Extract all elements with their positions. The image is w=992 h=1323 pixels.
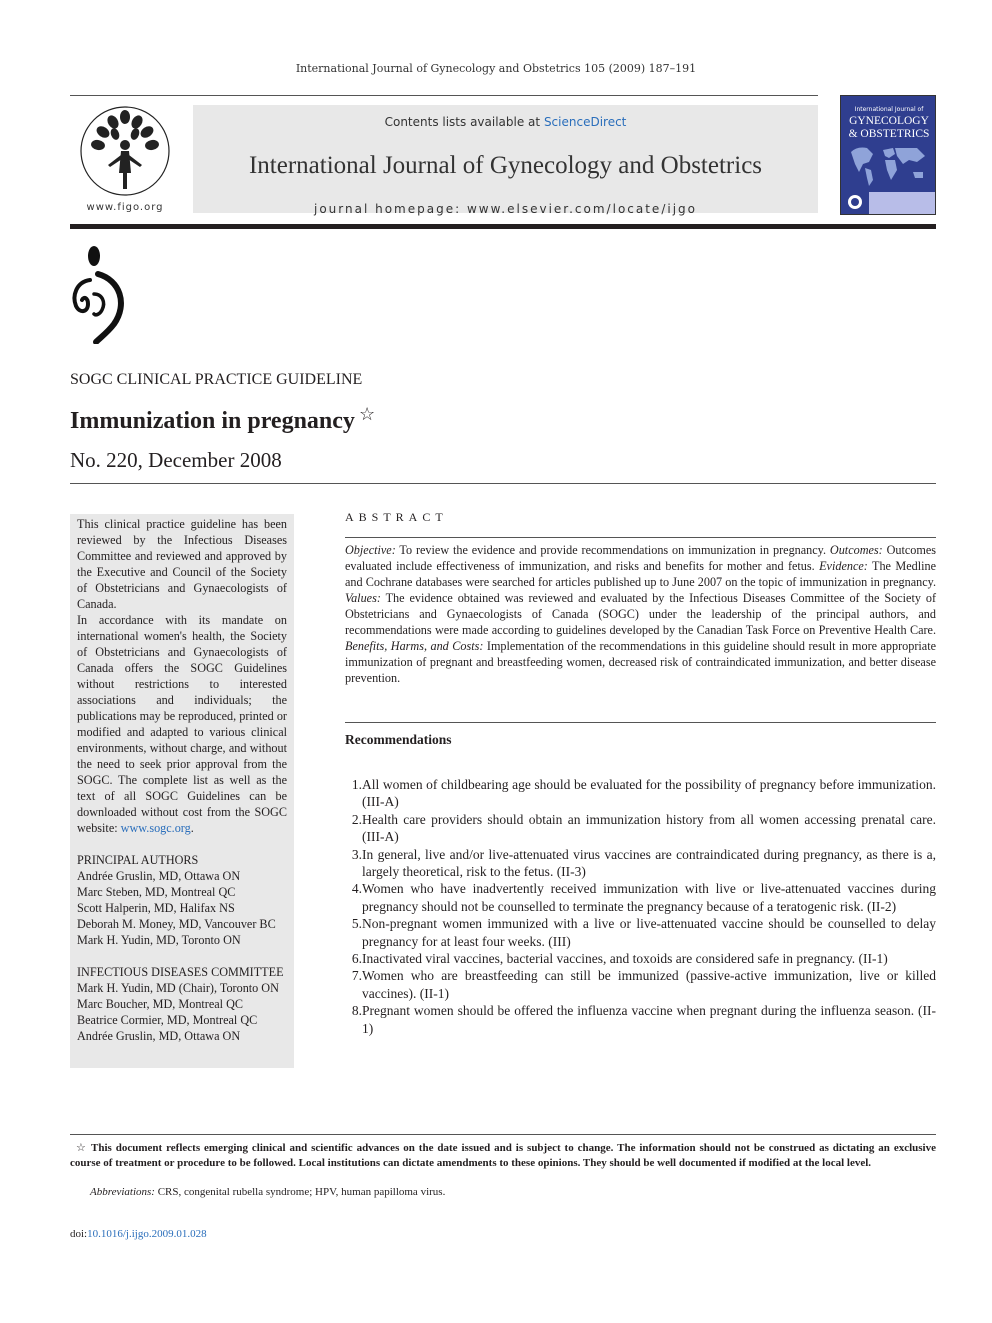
committee-heading: INFECTIOUS DISEASES COMMITTEE <box>77 965 284 979</box>
abstract-evidence-label: Evidence: <box>819 559 868 573</box>
doi-line <box>70 1228 207 1240</box>
sogc-website-link[interactable]: www.sogc.org <box>120 821 191 835</box>
author-item: Deborah M. Money, MD, Vancouver BC <box>77 917 276 931</box>
authors-list <box>77 868 287 948</box>
title-rule <box>70 483 936 484</box>
abbreviations <box>90 1186 445 1198</box>
recommendation-text: Non-pregnant women immunized with a live or live-attenuated vaccine should be counselled to delay pregnancy for at least four weeks. (III) <box>362 916 936 949</box>
journal-cover <box>840 95 936 215</box>
committee-item: Mark H. Yudin, MD (Chair), Toronto ON <box>77 981 279 995</box>
abstract-values: The evidence obtained was reviewed and evaluated by the Infectious Diseases Committee of the Society of Obstetricians and Gynaecologists of Canada (SOGC) under the leadership of the principal authors, and recommendations were made according to guidelines developed by the Canadian Task Force on Preventive Health Care. <box>345 591 936 637</box>
recommendation-item <box>345 915 936 950</box>
figo-url: www.figo.org <box>86 202 164 213</box>
journal-masthead <box>70 95 936 215</box>
guideline-series-label: SOGC CLINICAL PRACTICE GUIDELINE <box>70 371 363 388</box>
sidebar-para-review: This clinical practice guideline has been reviewed by the Infectious Diseases Committee and reviewed and approved by the Executive and Council of the Society of Obstetricians and Gynaecologists of Canada. <box>77 517 287 611</box>
recommendation-text: All women of childbearing age should be evaluated for the possibility of pregnancy before immunization. (III-A) <box>362 777 936 810</box>
recommendation-text: Women who have inadvertently received immunization with live or live-attenuated vaccines during pregnancy should not be counselled to terminate the pregnancy because of a teratogenic risk. (II-2) <box>362 881 936 914</box>
recommendation-text: Inactivated viral vaccines, bacterial vaccines, and toxoids are considered safe in pregnancy. (II-1) <box>362 951 888 967</box>
journal-title: International Journal of Gynecology and Obstetrics <box>248 152 763 179</box>
author-item: Andrée Gruslin, MD, Ottawa ON <box>77 869 241 883</box>
title-footnote-star-icon[interactable]: ☆ <box>358 404 376 424</box>
author-item: Scott Halperin, MD, Halifax NS <box>77 901 235 915</box>
recommendation-number: 4. <box>351 881 362 897</box>
abstract-values-label: Values: <box>345 591 381 605</box>
recommendation-item <box>345 1002 936 1037</box>
committee-item: Andrée Gruslin, MD, Ottawa ON <box>77 1029 241 1043</box>
header-thick-rule <box>70 224 936 229</box>
recommendation-item <box>345 846 936 881</box>
recommendation-number: 6. <box>351 951 362 967</box>
abstract-rule <box>345 537 936 538</box>
sidebar-mandate-end: . <box>190 821 194 835</box>
abstract-objective-label: Objective: <box>345 543 396 557</box>
abstract-objective: To review the evidence and provide recommendations on immunization in pregnancy. <box>395 543 830 557</box>
abstract-label: ABSTRACT <box>345 510 448 524</box>
recommendation-text: Pregnant women should be offered the influenza vaccine when pregnant during the influenza season. (II-1) <box>362 1003 936 1036</box>
doi-link[interactable]: 10.1016/j.ijgo.2009.01.028 <box>87 1228 207 1240</box>
doi-prefix: doi: <box>70 1228 88 1240</box>
recommendation-item <box>345 811 936 846</box>
article-title-text: Immunization in pregnancy <box>70 408 355 434</box>
sidebar-para-mandate <box>77 612 287 836</box>
recommendation-number: 5. <box>351 916 362 932</box>
recommendation-number: 3. <box>351 846 362 862</box>
figo-logo-icon <box>70 103 180 215</box>
cover-emblem-icon <box>847 194 863 210</box>
recommendation-item <box>345 967 936 1002</box>
footnote-star-icon: ☆ <box>76 1142 88 1154</box>
footnote-text: This document reflects emerging clinical and scientific advances on the date issued and is subject to change. The information should not be construed as dictating an exclusive course of treatment or procedure to be followed. Local institutions can dictate amendments to these opinions. They should be well documented if modified at the local level. <box>70 1142 936 1169</box>
recommendations-rule <box>345 722 936 723</box>
abbreviations-label: Abbreviations: <box>90 1186 155 1198</box>
footnote-rule <box>70 1134 936 1135</box>
recommendation-text: Health care providers should obtain an immunization history from all women accessing prenatal care. (III-A) <box>362 811 936 845</box>
cover-title-line2: & OBSTETRICS <box>848 128 930 140</box>
author-item: Mark H. Yudin, MD, Toronto ON <box>77 933 241 947</box>
article-title <box>70 404 375 435</box>
recommendation-item <box>345 776 936 811</box>
abstract-benefits-label: Benefits, Harms, and Costs: <box>345 639 484 653</box>
recommendation-number: 2. <box>351 811 362 827</box>
cover-small-text: International Journal of <box>854 106 924 113</box>
abstract-evidence: The Medline and Cochrane databases were searched for articles published up to June 2007 on the topic of immunization in pregnancy. <box>345 559 936 589</box>
cover-title <box>843 115 935 141</box>
author-item: Marc Steben, MD, Montreal QC <box>77 885 236 899</box>
abstract-outcomes-label: Outcomes: <box>829 543 883 557</box>
recommendation-number: 1. <box>351 777 362 792</box>
issue-line: No. 220, December 2008 <box>70 448 282 472</box>
recommendation-number: 7. <box>351 968 362 984</box>
journal-homepage-link[interactable]: journal homepage: www.elsevier.com/locate/ijgo <box>314 202 697 216</box>
contents-line <box>193 115 818 129</box>
committee-item: Marc Boucher, MD, Montreal QC <box>77 997 244 1011</box>
sidebar-mandate-text: In accordance with its mandate on international women's health, the Society of Obstetricians and Gynaecologists of Canada offers the SOGC Guidelines without restrictions to interested associations and individuals; the publications may be reproduced, printed or modified and adapted to various clinical environments, without charge, and without the need to seek prior approval from the SOGC. The complete list as well as the text of all SOGC Guidelines can be downloaded without cost from the SOGC website: <box>77 613 287 835</box>
recommendation-item <box>345 950 936 967</box>
recommendations-list <box>345 776 936 1037</box>
abbreviations-text: CRS, congenital rubella syndrome; HPV, human papilloma virus. <box>154 1186 446 1198</box>
cover-bottom-band <box>869 192 936 215</box>
contents-prefix: Contents lists available at <box>384 115 544 129</box>
sogc-logo-icon <box>70 244 130 344</box>
recommendation-text: Women who are breastfeeding can still be immunized (passive-active immunization, live or killed vaccines). (II-1) <box>362 968 936 1001</box>
masthead-top-rule <box>70 95 818 96</box>
journal-title-box <box>193 105 818 216</box>
sciencedirect-link[interactable]: ScienceDirect <box>543 115 627 129</box>
cover-title-line1: GYNECOLOGY <box>849 115 929 127</box>
footnote <box>70 1141 936 1170</box>
recommendation-text: In general, live and/or live-attenuated virus vaccines are contraindicated during pregnancy, as there is a, largely theoretical, risk to the fetus. (II-3) <box>362 846 936 880</box>
committee-item: Beatrice Cormier, MD, Montreal QC <box>77 1013 258 1027</box>
recommendations-heading: Recommendations <box>345 732 452 747</box>
cover-world-map-icon <box>847 142 931 188</box>
committee-list <box>77 980 287 1044</box>
authors-heading: PRINCIPAL AUTHORS <box>77 853 199 867</box>
recommendation-item <box>345 880 936 915</box>
abstract-text <box>345 542 936 686</box>
recommendation-number: 8. <box>351 1003 362 1019</box>
running-head: International Journal of Gynecology and Obstetrics 105 (2009) 187–191 <box>295 62 697 75</box>
sidebar-box <box>70 514 294 1068</box>
abstract-benefits: Implementation of the recommendations in this guideline should result in more appropriate immunization of pregnant and breastfeeding women, decreased risk of contraindicated immunization, and better disease prevention. <box>345 639 937 685</box>
abstract-outcomes: Outcomes evaluated include effectiveness of immunization, and risks and benefits for mother and fetus. <box>345 543 936 573</box>
